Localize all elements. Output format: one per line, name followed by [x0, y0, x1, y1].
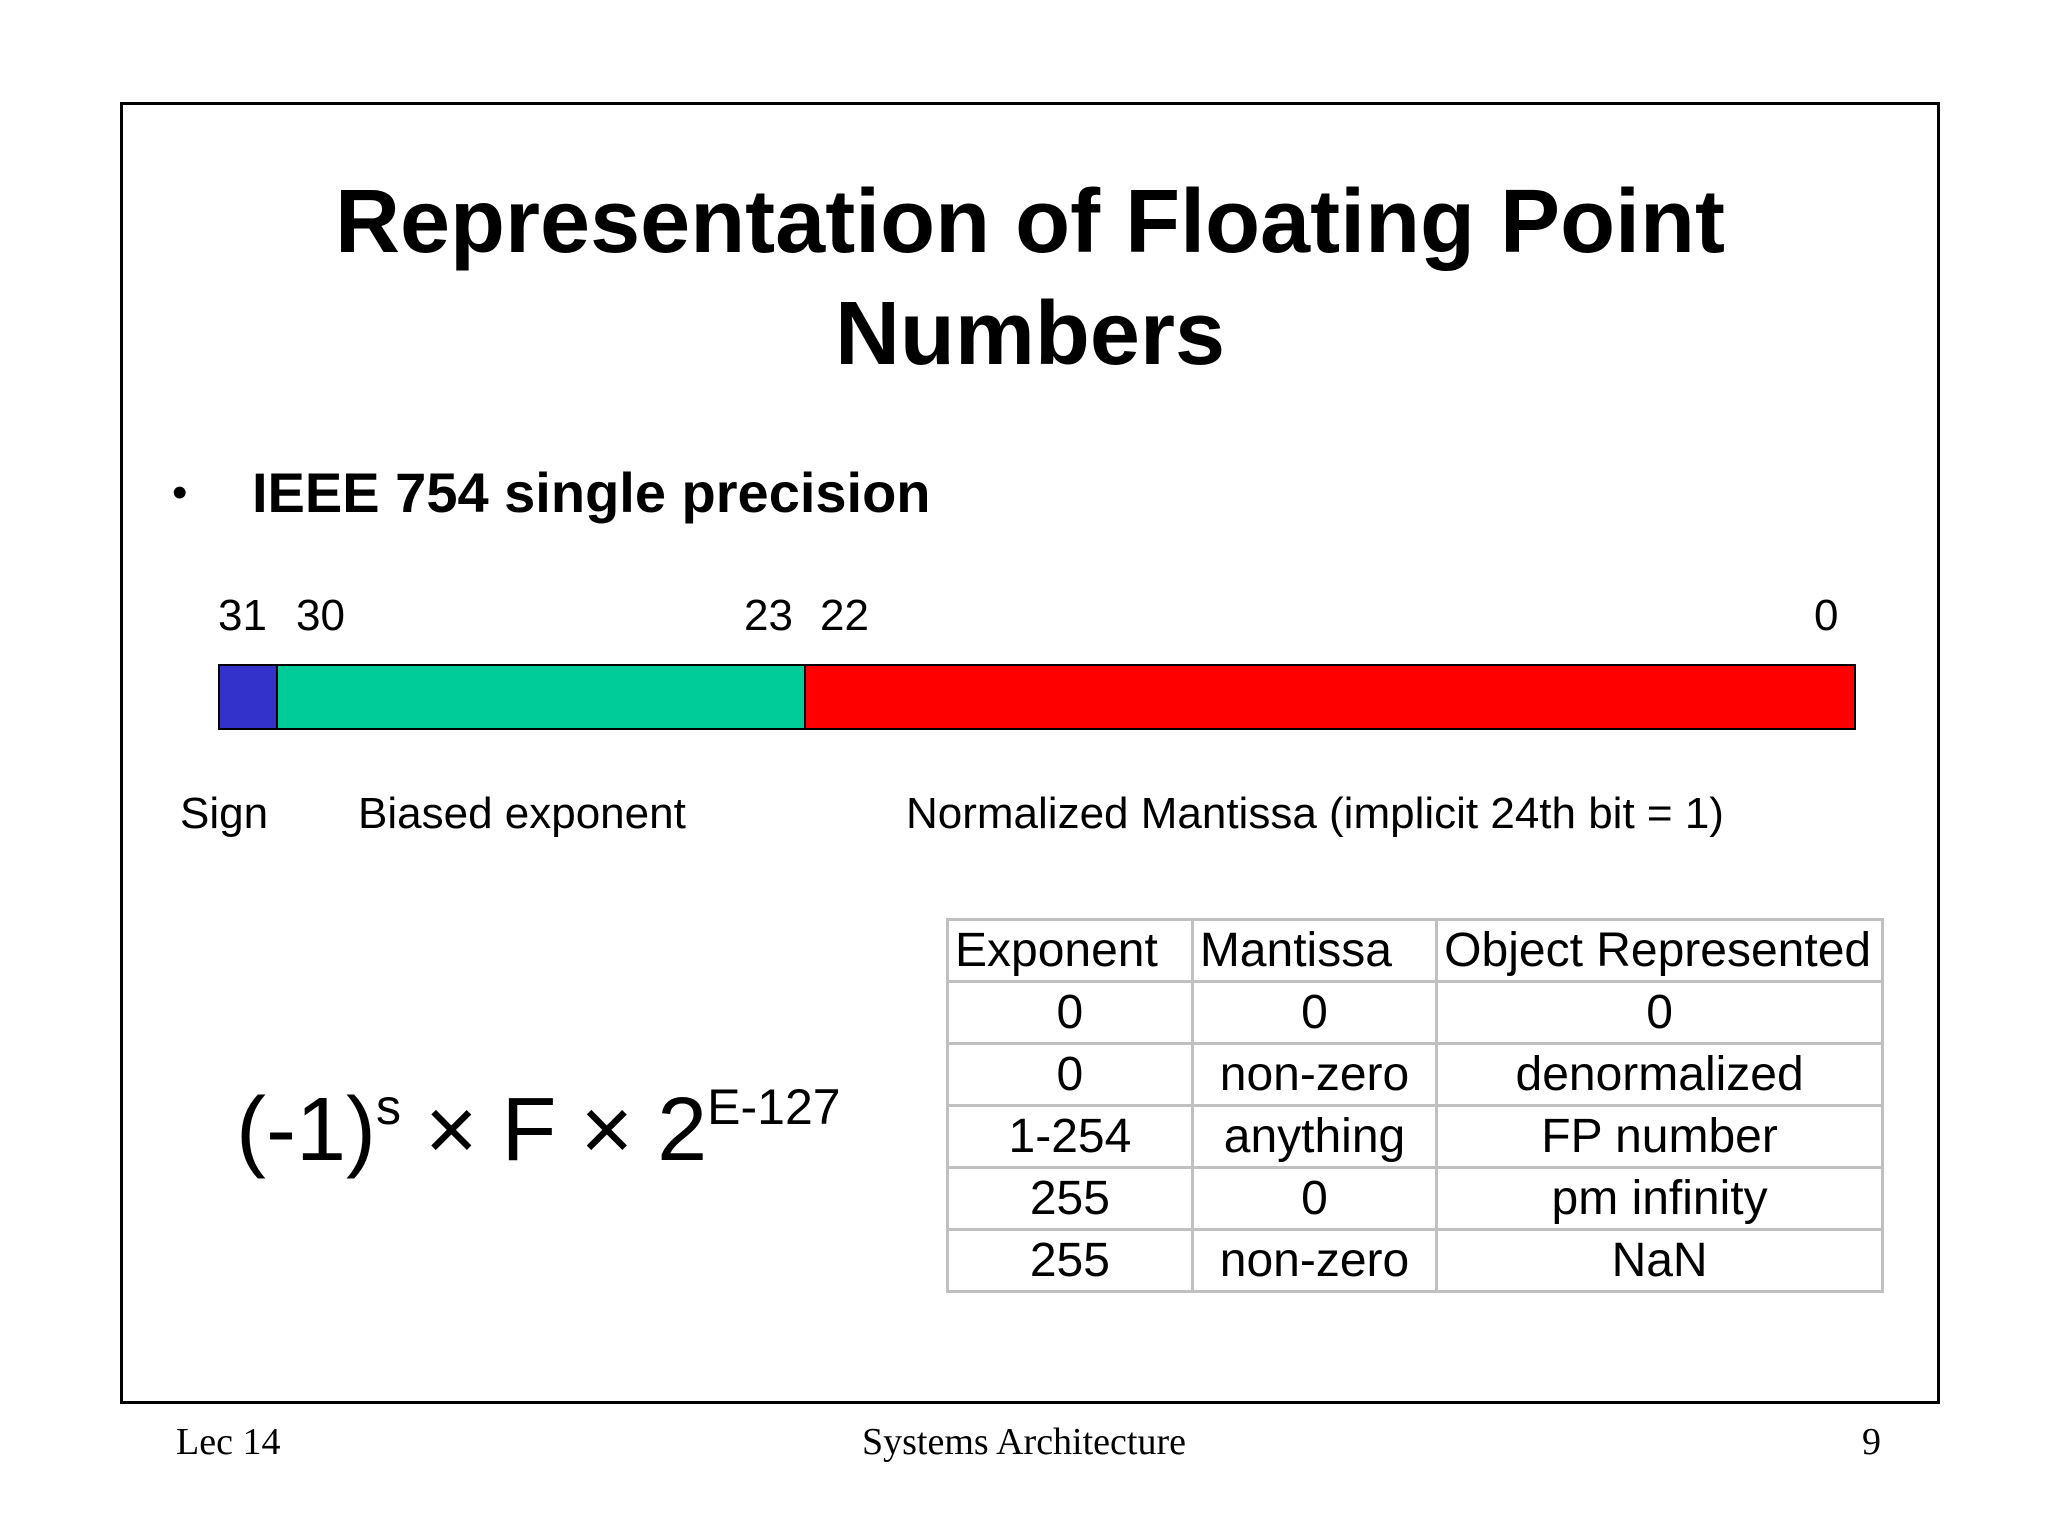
footer-page-number: 9 [1862, 1421, 1881, 1463]
table-header-row [948, 920, 1883, 982]
bit-label-23: 23 [744, 591, 793, 640]
bit-label-0: 0 [1814, 591, 1839, 640]
bullet-text: IEEE 754 single precision [252, 461, 931, 524]
formula-sign-base: (-1) [236, 1080, 376, 1180]
cell-mantissa: anything [1192, 1106, 1436, 1168]
bit-label-30: 30 [296, 591, 345, 640]
cell-exponent: 0 [948, 1044, 1193, 1106]
header-exponent: Exponent [948, 920, 1193, 982]
biased-exponent-label: Biased exponent [358, 789, 686, 838]
bullet-item [172, 458, 931, 528]
cell-object: denormalized [1437, 1044, 1883, 1106]
formula-times-1: × [424, 1080, 478, 1180]
table-row [948, 1044, 1883, 1106]
header-mantissa: Mantissa [1192, 920, 1436, 982]
mantissa-field-bar [804, 664, 1856, 730]
cell-exponent: 255 [948, 1168, 1193, 1230]
value-formula [236, 1070, 841, 1203]
formula-fraction: F [501, 1080, 557, 1180]
sign-field-bar [218, 664, 280, 730]
footer-course: Systems Architecture [862, 1421, 1186, 1463]
cell-exponent: 255 [948, 1230, 1193, 1292]
cell-mantissa: non-zero [1192, 1044, 1436, 1106]
title-line-2: Numbers [834, 284, 1226, 384]
cell-exponent: 0 [948, 982, 1193, 1044]
formula-sign-exponent: s [375, 1079, 401, 1135]
normalized-mantissa-label: Normalized Mantissa (implicit 24th bit = 1) [906, 789, 1724, 838]
header-object-represented: Object Represented [1437, 920, 1883, 982]
table-row [948, 982, 1883, 1044]
special-values-table [946, 918, 1884, 1293]
footer-lecture: Lec 14 [176, 1421, 281, 1463]
exponent-field-bar [276, 664, 808, 730]
cell-object: FP number [1437, 1106, 1883, 1168]
cell-object: NaN [1437, 1230, 1883, 1292]
formula-power: E-127 [707, 1079, 841, 1135]
formula-two: 2 [657, 1080, 708, 1180]
formula-times-2: × [580, 1080, 634, 1180]
cell-mantissa: 0 [1192, 1168, 1436, 1230]
slide-title [120, 166, 1940, 390]
bit-label-31: 31 [218, 591, 267, 640]
title-line-1: Representation of Floating Point [335, 172, 1725, 272]
cell-mantissa: non-zero [1192, 1230, 1436, 1292]
cell-object: 0 [1437, 982, 1883, 1044]
sign-label: Sign [180, 789, 269, 838]
bit-label-22: 22 [820, 591, 869, 640]
table-row [948, 1230, 1883, 1292]
table-row [948, 1106, 1883, 1168]
table-row [948, 1168, 1883, 1230]
cell-exponent: 1-254 [948, 1106, 1193, 1168]
bullet-icon: • [172, 468, 188, 517]
special-values-table-wrap [946, 918, 1884, 1310]
cell-object: pm infinity [1437, 1168, 1883, 1230]
cell-mantissa: 0 [1192, 982, 1436, 1044]
